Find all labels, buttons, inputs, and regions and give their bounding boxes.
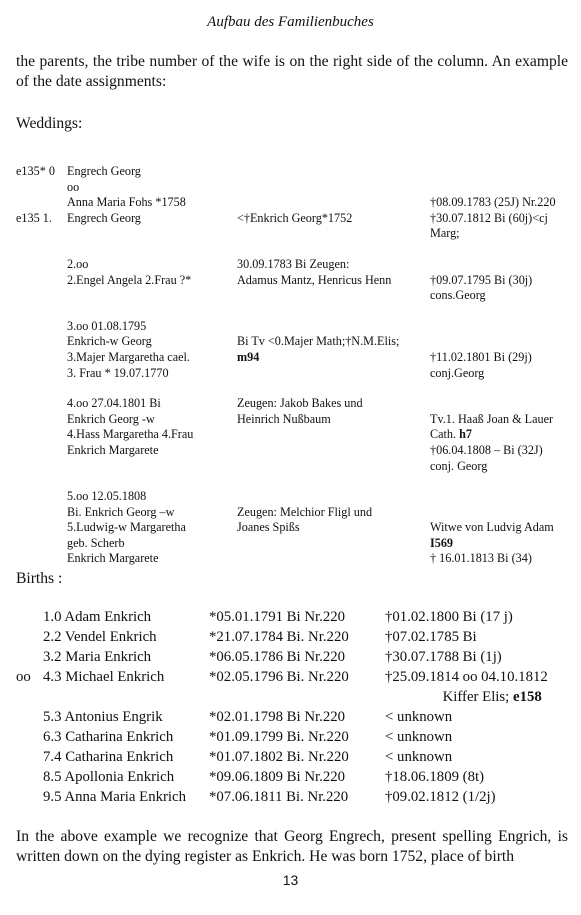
wedding-death: †09.07.1795 Bi (30j): [430, 272, 533, 287]
wedding-death: [430, 257, 572, 273]
wedding-row: [16, 505, 572, 521]
birth-date: *09.06.1809 Bi Nr.220: [209, 769, 346, 785]
wedding-id: [16, 180, 67, 196]
birth-row: [16, 707, 548, 727]
wedding-death: †06.04.1808 – Bi (32J): [430, 442, 543, 457]
wedding-id: [16, 288, 67, 304]
wedding-event: m94: [237, 349, 260, 364]
wedding-id: [16, 489, 67, 505]
birth-row: [16, 607, 548, 627]
wedding-person: 3.Majer Margaretha cael.: [67, 349, 190, 364]
wedding-death: [430, 334, 572, 350]
birth-date: *01.09.1799 Bi. Nr.220: [209, 729, 349, 745]
wedding-person: 4.Hass Margaretha 4.Frau: [67, 427, 194, 442]
wedding-row: [16, 459, 572, 475]
wedding-person: Bi. Enkrich Georg –w: [67, 504, 175, 519]
death-date: †30.07.1788 Bi (1j): [385, 649, 502, 665]
birth-date: *01.07.1802 Bi. Nr.220: [209, 749, 349, 765]
child-name: 2.2 Vendel Enkrich: [43, 629, 157, 645]
wedding-row: [16, 304, 572, 319]
wedding-event: [237, 489, 430, 505]
wedding-row: [16, 551, 572, 567]
wedding-event: [237, 443, 430, 459]
birth-row: [16, 747, 548, 767]
birth-row: [16, 727, 548, 747]
wedding-row: [16, 273, 572, 289]
marriage-mark: [16, 787, 43, 807]
wedding-id: [16, 536, 67, 552]
wedding-event: [237, 195, 430, 211]
child-name: 3.2 Maria Enkrich: [43, 649, 152, 665]
wedding-row: [16, 381, 572, 396]
wedding-person: oo: [67, 179, 80, 194]
wedding-death: conj.Georg: [430, 365, 485, 380]
weddings-table: [16, 164, 572, 567]
births-table: [16, 607, 576, 807]
wedding-event: [237, 180, 430, 196]
wedding-row: [16, 164, 572, 180]
wedding-row: [16, 396, 572, 412]
wedding-id: [16, 412, 67, 428]
wedding-person: [67, 226, 237, 242]
wedding-death: conj. Georg: [430, 458, 488, 473]
wedding-id: e135* 0: [16, 164, 55, 178]
wedding-id: [16, 334, 67, 350]
birth-row: [16, 627, 548, 647]
wedding-row: [16, 489, 572, 505]
death-date: †25.09.1814 oo 04.10.1812: [385, 669, 548, 685]
wedding-person: 5.oo 12.05.1808: [67, 489, 147, 504]
death-date: †07.02.1785 Bi: [385, 629, 477, 645]
wedding-death: cons.Georg: [430, 288, 486, 303]
intro-paragraph: the parents, the tribe number of the wife is on the right side of the column. An example of the date assignments:: [16, 53, 568, 90]
wedding-row: [16, 195, 572, 211]
wedding-event: [237, 288, 430, 304]
wedding-event: [237, 427, 430, 443]
wedding-event: [237, 459, 430, 475]
wedding-id: [16, 366, 67, 382]
wedding-row: [16, 257, 572, 273]
child-name: 8.5 Apollonia Enkrich: [43, 769, 175, 785]
wedding-id: [16, 443, 67, 459]
wedding-person: Enkrich Margarete: [67, 442, 159, 457]
wedding-id: [16, 195, 67, 211]
wedding-person: Engrech Georg: [67, 210, 141, 225]
running-header: Aufbau des Familienbuches: [207, 14, 374, 30]
wedding-event: Adamus Mantz, Henricus Henn: [237, 272, 392, 287]
wedding-death: I569: [430, 535, 454, 550]
wedding-person: Anna Maria Fohs *1758: [67, 195, 186, 210]
wedding-row: [16, 334, 572, 350]
wedding-person: Enkrich-w Georg: [67, 334, 152, 349]
wedding-event: 30.09.1783 Bi Zeugen:: [237, 256, 350, 271]
wedding-death: †11.02.1801 Bi (29j): [430, 349, 532, 364]
page-number: 13: [282, 872, 299, 888]
wedding-person: Enkrich Georg -w: [67, 411, 155, 426]
death-date: < unknown: [385, 729, 453, 745]
wedding-id: [16, 319, 67, 335]
wedding-death: [430, 505, 572, 521]
wedding-event: <†Enkrich Georg*1752: [237, 210, 353, 225]
wedding-event: Heinrich Nußbaum: [237, 411, 331, 426]
wedding-row: [16, 427, 572, 443]
wedding-row: [16, 226, 572, 242]
marriage-mark: [16, 647, 43, 667]
wedding-person: geb. Scherb: [67, 535, 125, 550]
wedding-row: [16, 536, 572, 552]
marriage-mark: [16, 727, 43, 747]
wedding-id: [16, 551, 67, 567]
wedding-event: [237, 319, 430, 335]
child-name: 9.5 Anna Maria Enkrich: [43, 789, 186, 805]
birth-date: *05.01.1791 Bi Nr.220: [209, 609, 346, 625]
birth-row: [16, 687, 548, 707]
wedding-id: [16, 520, 67, 536]
wedding-event: [237, 551, 430, 567]
wedding-person: 3.oo 01.08.1795: [67, 318, 147, 333]
birth-note: Kiffer Elis; e158: [442, 689, 542, 705]
birth-date: *07.06.1811 Bi. Nr.220: [209, 789, 349, 805]
wedding-person: Enkrich Margarete: [67, 551, 159, 566]
wedding-id: [16, 396, 67, 412]
wedding-id: [16, 226, 67, 242]
wedding-death: Tv.1. Haaß Joan & Lauer: [430, 411, 554, 426]
wedding-event: [237, 536, 430, 552]
wedding-death: Witwe von Ludvig Adam: [430, 520, 554, 535]
wedding-id: e135 1.: [16, 210, 52, 225]
weddings-heading: Weddings:: [16, 115, 83, 132]
wedding-person: 3. Frau * 19.07.1770: [67, 365, 169, 380]
wedding-row: [16, 288, 572, 304]
marriage-mark: [16, 747, 43, 767]
wedding-id: [16, 273, 67, 289]
wedding-death: [430, 319, 572, 335]
closing-paragraph: In the above example we recognize that Georg Engrech, present spelling Engrich, is written down on the dying register as Enkrich. He was born 1752, place of birth: [16, 828, 568, 865]
child-name: 5.3 Antonius Engrik: [43, 709, 163, 725]
child-name: 6.3 Catharina Enkrich: [43, 729, 174, 745]
wedding-person: [67, 288, 237, 304]
wedding-id: [16, 350, 67, 366]
wedding-death: [430, 489, 572, 505]
wedding-event: Bi Tv <0.Majer Math;†N.M.Elis;: [237, 334, 400, 349]
death-date: < unknown: [385, 709, 453, 725]
wedding-event: Joanes Spißs: [237, 520, 300, 535]
child-name: 1.0 Adam Enkrich: [43, 609, 152, 625]
marriage-mark: [16, 707, 43, 727]
birth-date: *06.05.1786 Bi Nr.220: [209, 649, 346, 665]
births-heading: Births :: [16, 570, 63, 587]
wedding-death: [430, 180, 572, 196]
wedding-row: [16, 242, 572, 257]
wedding-row: [16, 319, 572, 335]
tribe-number: h7: [459, 427, 472, 442]
birth-row: [16, 787, 548, 807]
birth-row: [16, 767, 548, 787]
child-name: 4.3 Michael Enkrich: [43, 669, 165, 685]
death-date: †01.02.1800 Bi (17 j): [385, 609, 513, 625]
wedding-event: Zeugen: Melchior Fligl und: [237, 504, 373, 519]
birth-date: *02.05.1796 Bi. Nr.220: [209, 669, 349, 685]
wedding-row: [16, 211, 572, 227]
birth-date: *21.07.1784 Bi. Nr.220: [209, 629, 349, 645]
marriage-mark: [16, 627, 43, 647]
birth-row: [16, 647, 548, 667]
wedding-death: Marg;: [430, 226, 460, 241]
marriage-mark: [16, 607, 43, 627]
death-date: †18.06.1809 (8t): [385, 769, 485, 785]
wedding-id: [16, 427, 67, 443]
wedding-person: [67, 459, 237, 475]
marriage-mark: oo: [16, 669, 31, 685]
wedding-id: [16, 505, 67, 521]
wedding-person: 5.Ludwig-w Margaretha: [67, 520, 186, 535]
wedding-event: Zeugen: Jakob Bakes und: [237, 396, 363, 411]
wedding-id: [16, 459, 67, 475]
wedding-death: †08.09.1783 (25J) Nr.220: [430, 195, 556, 210]
marriage-mark: [16, 767, 43, 787]
wedding-row: [16, 443, 572, 459]
wedding-row: [16, 180, 572, 196]
wedding-row: [16, 520, 572, 536]
tribe-number: e158: [513, 689, 542, 705]
wedding-death: [430, 396, 572, 412]
wedding-person: 2.Engel Angela 2.Frau ?*: [67, 272, 192, 287]
birth-date: *02.01.1798 Bi Nr.220: [209, 709, 346, 725]
wedding-row: [16, 366, 572, 382]
wedding-row: [16, 412, 572, 428]
death-date: < unknown: [385, 749, 453, 765]
death-date: †09.02.1812 (1/2j): [385, 789, 496, 805]
child-name: 7.4 Catharina Enkrich: [43, 749, 174, 765]
wedding-person: 2.oo: [67, 256, 89, 271]
wedding-id: [16, 257, 67, 273]
birth-row: [16, 667, 548, 687]
wedding-row: [16, 350, 572, 366]
wedding-event: [237, 164, 430, 180]
wedding-person: Engrech Georg: [67, 164, 141, 178]
wedding-death: Cath. h7: [430, 427, 472, 442]
wedding-event: [237, 226, 430, 242]
wedding-death: † 16.01.1813 Bi (34): [430, 551, 532, 566]
wedding-death: [430, 164, 572, 180]
wedding-row: [16, 474, 572, 489]
wedding-event: [237, 366, 430, 382]
wedding-person: 4.oo 27.04.1801 Bi: [67, 396, 161, 411]
wedding-death: †30.07.1812 Bi (60j)<cj: [430, 210, 548, 225]
